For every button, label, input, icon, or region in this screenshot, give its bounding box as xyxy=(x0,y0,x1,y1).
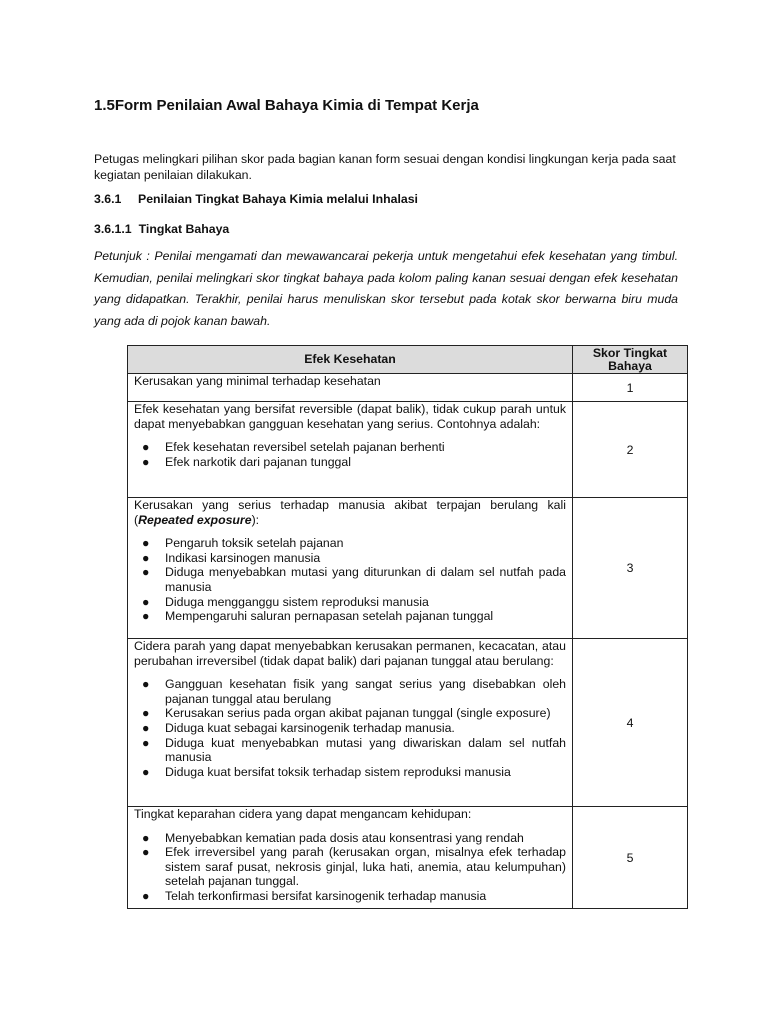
table-row xyxy=(128,498,688,639)
score-cell: 3 xyxy=(573,498,688,639)
bullet-icon: ● xyxy=(142,440,150,455)
list-item: ● Efek kesehatan reversibel setelah pajanan berhenti xyxy=(142,440,445,455)
bullet-icon: ● xyxy=(142,594,150,609)
hazard-level-table xyxy=(127,345,688,909)
bullet-icon: ● xyxy=(142,720,150,735)
table-header-row xyxy=(128,346,688,374)
list-item: ● Diduga menyebabkan mutasi yang diturunkan di dalam sel nutfah pada manusia xyxy=(142,565,566,594)
list-item: ● Efek irreversibel yang parah (kerusakan organ, misalnya efek terhadap sistem saraf pusat, nekrosis ginjal, luka hati, anemia, atau kelumpuhan) setelah pajanan tunggal. xyxy=(142,845,566,889)
effect-bullet-list xyxy=(134,536,566,624)
score-cell: 1 xyxy=(573,374,688,402)
bullet-icon: ● xyxy=(142,565,150,580)
bullet-icon: ● xyxy=(142,609,150,624)
list-item: ● Gangguan kesehatan fisik yang sangat serius yang disebabkan oleh pajanan tunggal atau berulang xyxy=(142,677,566,706)
repeated-exposure-emphasis: Repeated exposure xyxy=(138,512,252,527)
list-item: ● Diduga kuat bersifat toksik terhadap sistem reproduksi manusia xyxy=(142,764,511,779)
intro-paragraph: Petugas melingkari pilihan skor pada bagian kanan form sesuai dengan kondisi lingkungan kerja pada saat kegiatan penilaian dilakukan. xyxy=(94,152,676,182)
list-item: ● Diduga kuat menyebabkan mutasi yang diwariskan dalam sel nutfah manusia xyxy=(142,735,566,765)
list-item: ● Kerusakan serius pada organ akibat pajanan tunggal (single exposure) xyxy=(142,706,551,721)
bullet-icon: ● xyxy=(142,735,150,750)
bullet-icon: ● xyxy=(142,536,150,551)
header-skor-tingkat-bahaya: Skor Tingkat Bahaya xyxy=(573,346,688,374)
subsection-title: Tingkat Bahaya xyxy=(138,222,230,236)
effect-bullet-list xyxy=(134,831,566,904)
effect-cell xyxy=(128,374,573,402)
effect-cell xyxy=(128,402,573,498)
bullet-icon: ● xyxy=(142,764,150,779)
instruction-paragraph: Petunjuk : Penilai mengamati dan mewawancarai pekerja untuk mengetahui efek kesehatan yang timbul. Kemudian, penilai melingkari skor tingkat bahaya pada kolom paling kanan sesuai dengan efek kesehatan yang didapatkan. Terakhir, penilai harus menuliskan skor tersebut pada kotak skor berwarna biru muda yang ada di pojok kanan bawah. xyxy=(94,249,678,328)
effect-description: Tingkat keparahan cidera yang dapat mengancam kehidupan: xyxy=(134,807,472,821)
effect-description: Kerusakan yang serius terhadap manusia akibat terpajan berulang kali (Repeated exposure): xyxy=(134,498,566,527)
effect-bullet-list xyxy=(134,677,566,779)
section-title: Penilaian Tingkat Bahaya Kimia melalui Inhalasi xyxy=(138,192,418,206)
bullet-icon: ● xyxy=(142,888,150,903)
list-item: ● Menyebabkan kematian pada dosis atau konsentrasi yang rendah xyxy=(142,830,524,845)
score-cell: 4 xyxy=(573,639,688,807)
bullet-icon: ● xyxy=(142,454,150,469)
page-title: 1.5Form Penilaian Awal Bahaya Kimia di Tempat Kerja xyxy=(94,97,479,114)
effect-description: Efek kesehatan yang bersifat reversible (dapat balik), tidak cukup parah untuk dapat menyebabkan gangguan kesehatan yang serius. Contohnya adalah: xyxy=(134,402,566,431)
score-cell: 2 xyxy=(573,402,688,498)
list-item: ● Mempengaruhi saluran pernapasan setelah pajanan tunggal xyxy=(142,609,494,624)
bullet-icon: ● xyxy=(142,677,150,692)
list-item: ● Diduga kuat sebagai karsinogenik terhadap manusia. xyxy=(142,720,455,735)
list-item: ● Telah terkonfirmasi bersifat karsinogenik terhadap manusia xyxy=(142,888,487,903)
section-number: 3.6.1 xyxy=(94,192,122,206)
table-row xyxy=(128,374,688,402)
bullet-icon: ● xyxy=(142,845,150,860)
effect-description: Kerusakan yang minimal terhadap kesehatan xyxy=(134,374,381,388)
effect-description: Cidera parah yang dapat menyebabkan kerusakan permanen, kecacatan, atau perubahan irreversibel (tidak dapat balik) dari pajanan tunggal atau berulang: xyxy=(134,639,566,668)
effect-cell xyxy=(128,639,573,807)
table-row xyxy=(128,807,688,909)
list-item: ● Pengaruh toksik setelah pajanan xyxy=(142,536,344,551)
score-cell: 5 xyxy=(573,807,688,909)
subsection-heading xyxy=(94,222,229,236)
effect-bullet-list xyxy=(134,440,566,469)
list-item: ● Diduga mengganggu sistem reproduksi manusia xyxy=(142,594,429,609)
bullet-icon: ● xyxy=(142,706,150,721)
subsection-number: 3.6.1.1 xyxy=(94,222,132,236)
bullet-icon: ● xyxy=(142,550,150,565)
effect-cell xyxy=(128,807,573,909)
table-row xyxy=(128,402,688,498)
header-efek-kesehatan: Efek Kesehatan xyxy=(128,346,573,374)
list-item: ● Efek narkotik dari pajanan tunggal xyxy=(142,454,351,469)
bullet-icon: ● xyxy=(142,830,150,845)
effect-cell xyxy=(128,498,573,639)
section-heading xyxy=(94,192,418,206)
table-row xyxy=(128,639,688,807)
list-item: ● Indikasi karsinogen manusia xyxy=(142,550,321,565)
